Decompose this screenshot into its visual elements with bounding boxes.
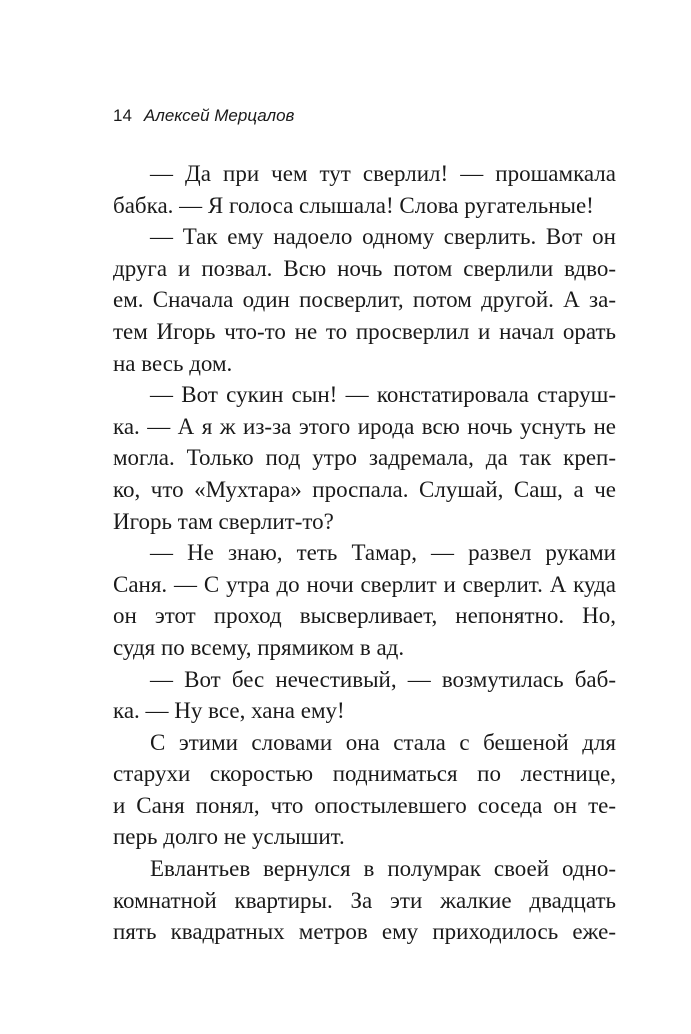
text-line: бабка. — Я голоса слышала! Слова ругательные! [113, 192, 594, 218]
body-text [113, 158, 616, 948]
text-line: судя по всему, прямиком в ад. [113, 634, 405, 660]
text-line: ка. — Ну все, хана ему! [113, 698, 345, 724]
text-line: Саня. — С утра до ночи сверлит и сверлит. А куда [113, 571, 616, 597]
text-line: могла. Только под утро задремала, да так креп- [113, 445, 616, 471]
author-name: Алексей Мерцалов [143, 106, 295, 125]
text-line: — Не знаю, теть Тамар, — развел руками [150, 540, 616, 566]
text-line: Игорь там сверлит-то? [113, 508, 334, 534]
text-line: перь долго не услышит. [113, 824, 345, 850]
text-line: и Саня понял, что опостылевшего соседа он те- [113, 792, 616, 818]
text-line: ко, что «Мухтара» проспала. Слушай, Саш, а че [113, 476, 616, 502]
text-line: друга и позвал. Всю ночь потом сверлили вдво- [113, 255, 616, 281]
text-line: ка. — А я ж из-за этого ирода всю ночь уснуть не [113, 413, 616, 439]
text-line: — Так ему надоело одному сверлить. Вот он [150, 224, 616, 250]
text-line: Евлантьев вернулся в полумрак своей одно- [150, 856, 616, 882]
text-line: С этими словами она стала с бешеной для [150, 729, 616, 755]
text-line: пять квадратных метров ему приходилось еже- [113, 919, 616, 945]
text-line: старухи скоростью подниматься по лестнице, [113, 761, 616, 787]
text-line: он этот проход высверливает, непонятно. Но, [113, 603, 616, 629]
text-line: — Вот сукин сын! — констатировала старуш- [150, 382, 616, 408]
text-line: — Вот бес нечестивый, — возмутилась баб- [150, 666, 616, 692]
page-number: 14 [113, 106, 132, 125]
text-line: ем. Сначала один посверлит, потом другой. А за- [113, 287, 616, 313]
text-line: тем Игорь что-то не то просверлил и начал орать [113, 318, 616, 344]
text-line: комнатной квартиры. За эти жалкие двадцать [113, 887, 616, 913]
text-line: — Да при чем тут сверлил! — прошамкала [150, 161, 616, 186]
text-line: на весь дом. [113, 350, 233, 376]
running-head [113, 104, 294, 128]
